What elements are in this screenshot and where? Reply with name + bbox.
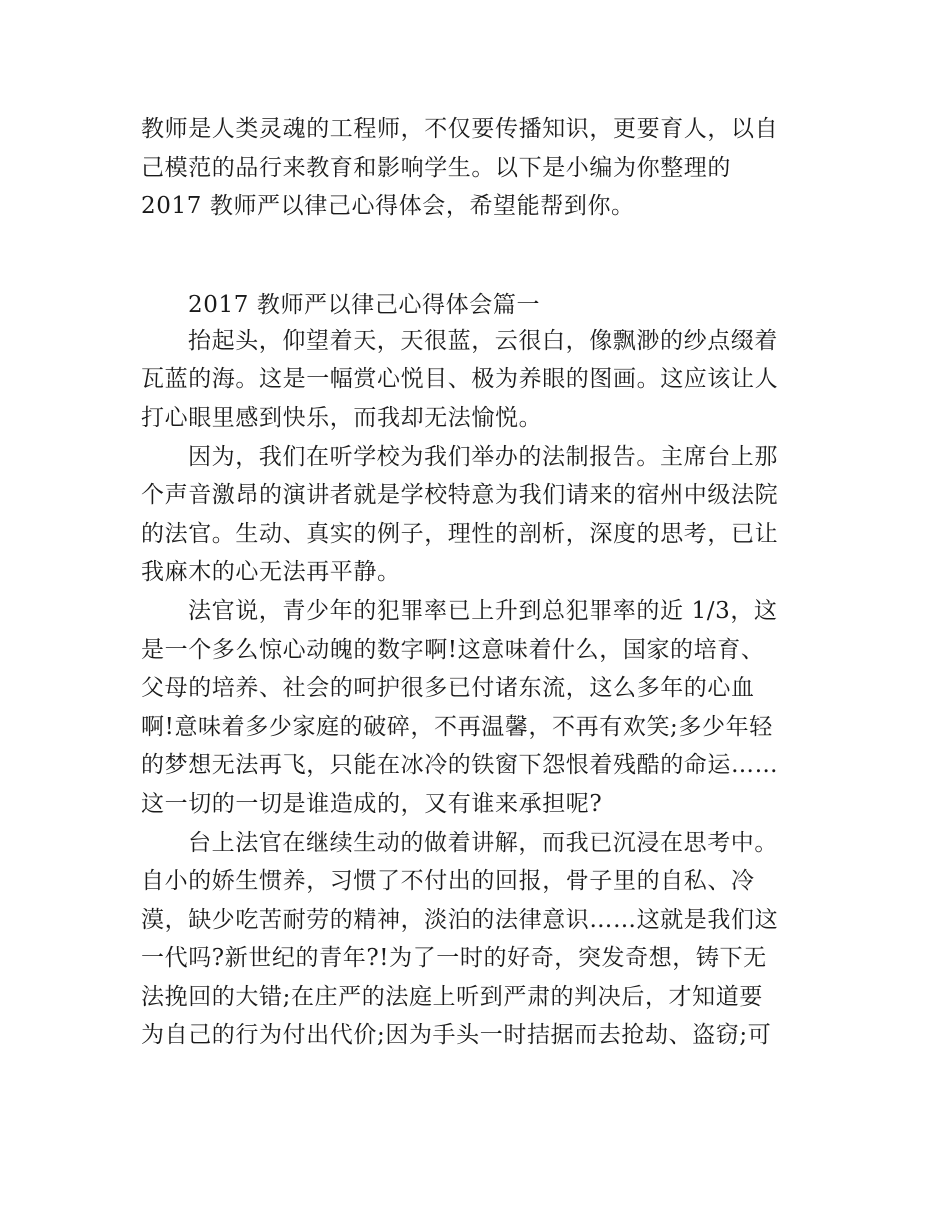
paragraph-line: 台上法官在继续生动的做着讲解，而我已沉浸在思考中。 bbox=[188, 829, 778, 856]
paragraph-line: 打心眼里感到快乐，而我却无法愉悦。 bbox=[141, 404, 543, 431]
paragraph-3 bbox=[141, 592, 821, 824]
paragraph-line: 自小的娇生惯养，习惯了不付出的回报，骨子里的自私、冷 bbox=[141, 868, 755, 895]
paragraph-4 bbox=[141, 824, 821, 1056]
intro-paragraph bbox=[141, 110, 821, 226]
paragraph-2 bbox=[141, 438, 821, 592]
paragraph-line: 的法官。生动、真实的例子，理性的剖析，深度的思考，已让 bbox=[141, 520, 779, 547]
paragraph-line: 个声音激昂的演讲者就是学校特意为我们请来的宿州中级法院 bbox=[141, 482, 779, 509]
paragraph-line: 我麻木的心无法再平静。 bbox=[141, 559, 401, 586]
intro-line: 教师是人类灵魂的工程师，不仅要传播知识，更要育人，以自 bbox=[141, 116, 779, 142]
paragraph-line: 啊!意味着多少家庭的破碎，不再温馨，不再有欢笑;多少年轻 bbox=[141, 713, 773, 740]
paragraph-line: 是一个多么惊心动魄的数字啊!这意味着什么，国家的培育、 bbox=[141, 636, 765, 663]
paragraph-line: 瓦蓝的海。这是一幅赏心悦目、极为养眼的图画。这应该让人 bbox=[141, 366, 779, 393]
paragraph-line: 这一切的一切是谁造成的，又有谁来承担呢? bbox=[141, 790, 603, 817]
paragraph-line: 法官说，青少年的犯罪率已上升到总犯罪率的近 1/3，这 bbox=[188, 597, 778, 624]
section-heading: 2017 教师严以律己心得体会篇一 bbox=[188, 291, 541, 318]
paragraph-1 bbox=[141, 322, 821, 438]
paragraph-line: 父母的培养、社会的呵护很多已付诸东流，这么多年的心血 bbox=[141, 675, 755, 702]
paragraph-line: 漠，缺少吃苦耐劳的精神，淡泊的法律意识……这就是我们这 bbox=[141, 906, 779, 933]
paragraph-line: 因为，我们在听学校为我们举办的法制报告。主席台上那 bbox=[188, 443, 778, 470]
intro-line: 2017 教师严以律己心得体会，希望能帮到你。 bbox=[141, 193, 635, 220]
paragraph-line: 抬起头，仰望着天，天很蓝，云很白，像飘渺的纱点缀着 bbox=[188, 327, 778, 354]
spacer bbox=[141, 226, 821, 288]
paragraph-line: 一代吗?新世纪的青年?!为了一时的好奇，突发奇想，铸下无 bbox=[141, 945, 767, 972]
paragraph-line: 为自己的行为付出代价;因为手头一时拮据而去抢劫、盗窃;可 bbox=[141, 1022, 772, 1049]
document-body bbox=[141, 110, 821, 1055]
intro-line: 己模范的品行来教育和影响学生。以下是小编为你整理的 bbox=[141, 154, 731, 181]
paragraph-line: 法挽回的大错;在庄严的法庭上听到严肃的判决后，才知道要 bbox=[141, 983, 763, 1010]
paragraph-line: 的梦想无法再飞，只能在冰冷的铁窗下怨恨着残酷的命运…… bbox=[141, 752, 779, 779]
